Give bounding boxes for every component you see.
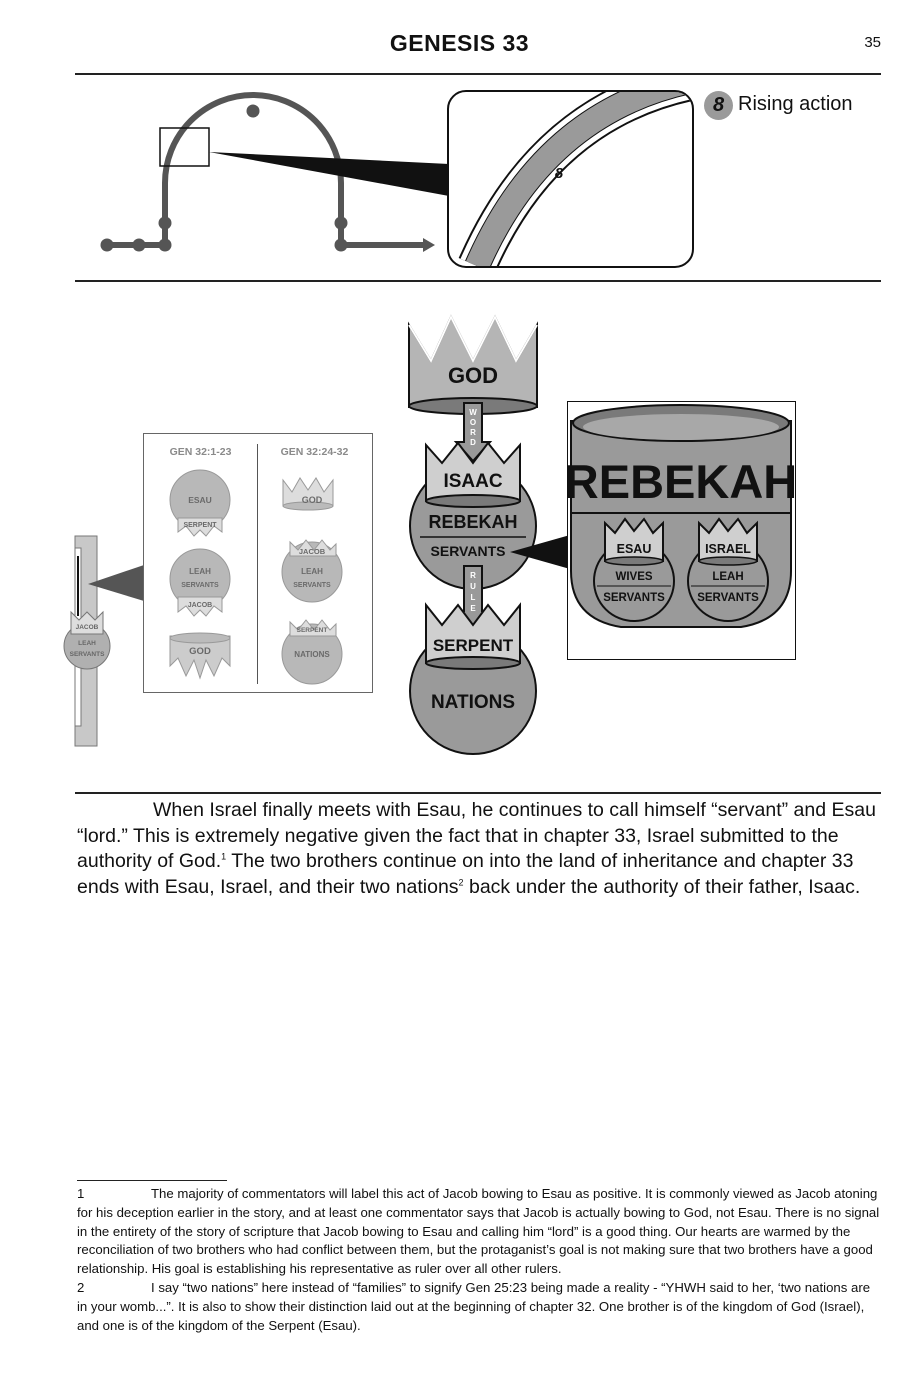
svg-text:LEAH: LEAH	[301, 567, 323, 576]
isaac-label: ISAAC	[443, 471, 503, 492]
footnote-2: 2 I say “two nations” here instead of “families” to signify Gen 25:23 being made a reality - “YHWH said to her, ‘two nations are in your womb...”. It is also to show their distinction laid out at the beginning of chapter 32. One brother is of the kingdom of God (Israel), and one is of the kingdom of the Serpent (Esau).	[77, 1279, 871, 1333]
svg-text:SERVANTS: SERVANTS	[69, 651, 105, 658]
history-panel	[143, 433, 373, 693]
svg-text:L: L	[470, 593, 476, 602]
svg-text:ESAU: ESAU	[188, 495, 212, 505]
servants-label: SERVANTS	[430, 543, 506, 559]
svg-text:O: O	[469, 418, 477, 427]
page-number: 35	[864, 34, 881, 51]
svg-text:JACOB: JACOB	[75, 624, 99, 631]
legend-number-badge: 8	[704, 91, 733, 120]
rebekah-callout-pointer	[510, 535, 572, 570]
history-callout-pointer	[86, 565, 146, 605]
footnote-1: 1 The majority of commentators will label this act of Jacob bowing to Esau as positive. It is commonly viewed as Jacob atoning for his deception earlier in the story, and at least one commentator says that Jacob is actually bowing to God, not Esau. There is no signal in the entirety of the story of scripture that Jacob bowing to Esau and calling him “lord” is a good thing. Our hearts are warmed by the reconciliation of two brothers who had conflict between them, but the protaganist’s goal is not making sure that two brothers have a good relationship. His goal is establishing his representative as ruler over all other rulers.	[77, 1186, 880, 1277]
body-paragraph: When Israel finally meets with Esau, he continues to call himself “servant” and Esau “lord.” This is extremely negative given the fact that in chapter 33, Israel submitted to the authority of God.$^1$ The two brothers continue on into the land of inheritance and chapter 33 ends with Esau, Israel, and their two nations$^2$ back under the authority of their father, Isaac.	[77, 799, 876, 898]
svg-text:GOD: GOD	[189, 646, 211, 657]
rebekah-zoom-panel	[564, 401, 798, 661]
text-section-rule	[75, 792, 881, 794]
svg-text:LEAH: LEAH	[189, 567, 211, 576]
zoom-panel-title: REBEKAH	[564, 455, 798, 508]
legend-label: Rising action	[738, 93, 853, 115]
footnote-ref-1[interactable]: 1	[221, 851, 227, 862]
svg-text:JACOB: JACOB	[187, 602, 213, 609]
zoom-callout-pointer	[209, 152, 449, 196]
svg-text:SERVANTS: SERVANTS	[293, 582, 331, 589]
arc-arrowhead	[423, 238, 435, 252]
svg-text:ISRAEL: ISRAEL	[705, 542, 751, 556]
nations-label: NATIONS	[430, 692, 516, 713]
footnote-rule	[77, 1180, 227, 1181]
svg-text:LEAH: LEAH	[78, 640, 96, 647]
history-col1-heading: GEN 32:1-23	[169, 446, 232, 458]
svg-text:WIVES: WIVES	[615, 571, 653, 583]
header-rule	[75, 73, 881, 75]
footnote-ref-2[interactable]: 2	[458, 877, 464, 887]
svg-text:R: R	[470, 428, 476, 437]
svg-text:GOD: GOD	[301, 495, 323, 505]
svg-text:E: E	[470, 604, 476, 613]
svg-text:SERPENT: SERPENT	[296, 627, 328, 634]
rebekah-label: REBEKAH	[428, 512, 518, 532]
svg-text:SERVANTS: SERVANTS	[603, 592, 665, 604]
footnotes	[77, 1185, 883, 1335]
svg-text:LEAH: LEAH	[712, 571, 744, 583]
svg-text:SERVANTS: SERVANTS	[697, 592, 759, 604]
svg-text:W: W	[469, 408, 477, 417]
history-col2-heading: GEN 32:24-32	[280, 446, 349, 458]
serpent-label: SERPENT	[432, 636, 514, 655]
svg-text:JACOB: JACOB	[298, 547, 326, 556]
svg-text:ESAU: ESAU	[616, 542, 652, 556]
plot-arc-diagram	[75, 80, 715, 280]
svg-text:D: D	[470, 438, 476, 447]
body-text	[77, 798, 883, 900]
page-title: GENESIS 33	[389, 30, 530, 56]
svg-text:R: R	[470, 571, 476, 580]
svg-text:SERPENT: SERPENT	[183, 522, 217, 529]
god-label: GOD	[447, 363, 499, 388]
svg-text:NATIONS: NATIONS	[294, 650, 330, 659]
svg-text:U: U	[470, 582, 476, 591]
svg-text:SERVANTS: SERVANTS	[181, 582, 219, 589]
segment-number: 8	[554, 165, 564, 182]
section-rule	[75, 280, 881, 282]
